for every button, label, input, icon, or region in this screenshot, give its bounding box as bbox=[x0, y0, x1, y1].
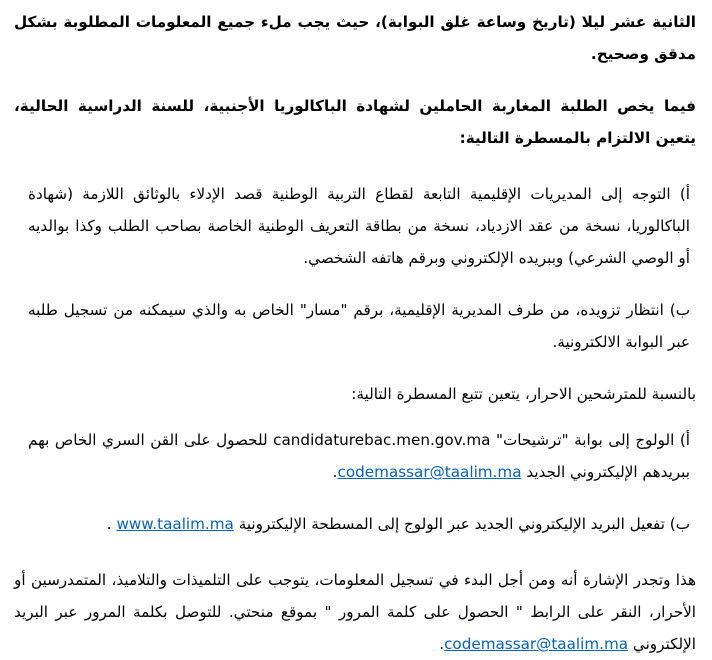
paragraph-foreign-bac-intro-text: فيما يخص الطلبة المغاربة الحاملين لشهادة الباكالوريا الأجنبية، للسنة الدراسية الحالية، يتعين الالتزام بالمسطرة التالية: bbox=[14, 97, 696, 147]
step-b-free-candidates bbox=[14, 508, 696, 540]
codemassar-email-link[interactable]: codemassar@taalim.ma bbox=[337, 463, 522, 481]
step-b-foreign-bac-text: ب) انتظار تزويده، من طرف المديرية الإقليمية، برقم "مسار" الخاص به والذي سيمكنه من تسجيل طلبه عبر البوابة الالكترونية. bbox=[28, 301, 690, 351]
step-a-free-candidates bbox=[14, 424, 696, 488]
paragraph-password-note-text: هذا وتجدر الإشارة أنه ومن أجل البدء في تسجيل المعلومات، يتوجب على التلميذات والتلاميذ، المتمدرسين أو الأحرار، النقر على الرابط " الحصول على كلمة المرور " بموقع منحتي. للتوصل بكلمة المرور عبر البريد الإلكتروني bbox=[14, 571, 696, 653]
step-a-foreign-bac-text: أ) التوجه إلى المديريات الإقليمية التابعة لقطاع التربية الوطنية قصد الإدلاء بالوثائق اللازمة (شهادة الباكالوريا، نسخة من عقد الازدياد، نسخة من بطاقة التعريف الوطنية الخاصة بصاحب الطلب وكذا بوالديه أو الوصي الشرعي) وببريده الإلكتروني وبرقم هاتفه الشخصي. bbox=[28, 185, 690, 267]
step-a-foreign-bac bbox=[14, 178, 696, 274]
step-b-foreign-bac bbox=[14, 294, 696, 358]
step-a-free-candidates-text-middle: للحصول على القن السري الخاص بهم ببريدهم الإليكتروني الجديد bbox=[28, 431, 690, 481]
taalim-website-link[interactable]: www.taalim.ma bbox=[116, 515, 234, 533]
step-b-free-candidates-text-end: . bbox=[106, 515, 117, 533]
step-a-free-candidates-text-end: . bbox=[332, 463, 338, 481]
codemassar-email-link-footer[interactable]: codemassar@taalim.ma bbox=[444, 635, 629, 653]
paragraph-deadline-text: الثانية عشر ليلا (تاريخ وساعة غلق البوابة)، حيث يجب ملء جميع المعلومات المطلوبة بشكل مدقق وصحيح. bbox=[14, 13, 696, 63]
paragraph-password-note bbox=[14, 564, 696, 660]
step-b-free-candidates-text-start: ب) تفعيل البريد الإليكتروني الجديد عبر الولوج إلى المسطحة الإليكترونية bbox=[233, 515, 690, 533]
paragraph-deadline bbox=[14, 6, 696, 70]
paragraph-password-note-end: . bbox=[439, 635, 445, 653]
step-a-free-candidates-text-start: أ) الولوج إلى بوابة "ترشيحات" bbox=[490, 431, 690, 449]
paragraph-foreign-bac-intro bbox=[14, 90, 696, 154]
paragraph-free-candidates-intro bbox=[14, 378, 696, 410]
candidature-portal-domain: candidaturebac.men.gov.ma bbox=[273, 431, 491, 449]
paragraph-free-candidates-intro-text: بالنسبة للمترشحين الاحرار، يتعين تتبع المسطرة التالية: bbox=[351, 385, 696, 403]
